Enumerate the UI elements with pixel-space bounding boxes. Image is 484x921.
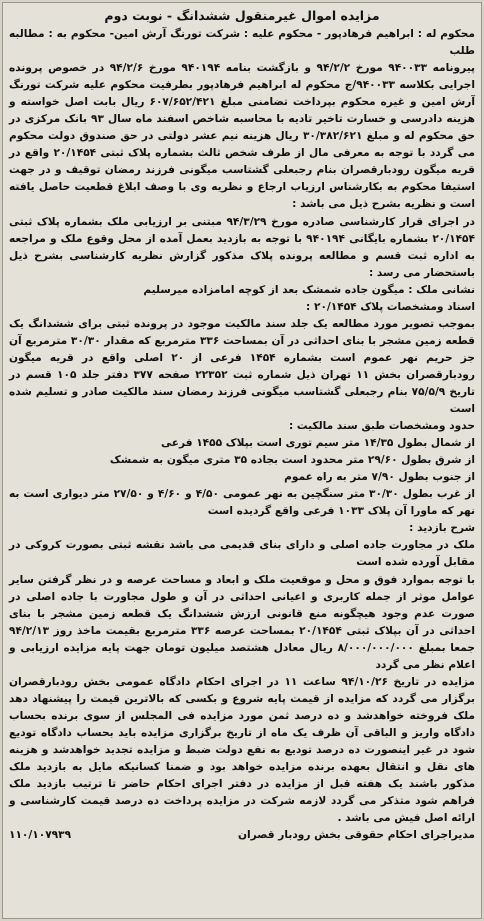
notice-address: نشانی ملک : میگون جاده شمشک بعد از کوچه امامزاده میرسلیم (143, 283, 475, 296)
notice-case-paragraph: پیرونامه ۹۴۰۰۳۳ مورخ ۹۴/۲/۲ و بازگشت بنامه ۹۴۰۱۹۴ مورخ ۹۴/۲/۶ در خصوص پرونده اجرایی بکلاسه ۹۴۰۰۳۳/ج محکوم له ابراهیم فرهادپور بطرفیت محکوم علیه شرکت تورنگ آرش امین و غیره محکوم بپرداخت تضامنی مبلغ ۶۰۷/۶۵۲/۴۲۱ ریال بابت اصل خواسته و هزینه دادرسی و خسارت تاخیر تادیه با محاسبه شاخص اسفند ماه سال ۹۳ بانک مرکزی در حق محکوم له و مبلغ ۳۰/۳۸۲/۶۲۱ ریال هزینه نیم عشر دولتی در حق صندوق دولت محکوم می گردد با توجه به معرفی مال از طرف شخص ثالث بشماره پلاک ثبتی ۲۰/۱۴۵۴ واقع در قریه میگون رودبارقصران بنام رجبعلی گشتاسب میگونی فرزند رمضان توقیف و در جهت استیفا محکوم به بکارشناس ارزیاب ارجاع و نظریه وی با وصف ابلاغ قطعیت حاصل یافته است و نظریه بشرح ذیل می باشد : (9, 62, 476, 211)
notice-visit-heading: شرح بازدید : (409, 522, 475, 535)
notice-visit-paragraph: ملک در مجاورت جاده اصلی و دارای بنای قدیمی می باشد نقشه ثبتی بصورت کروکی در مقابل آورده شده است (9, 539, 475, 569)
notice-boundary-east: از شرق بطول ۲۹/۶۰ متر محدود است بجاده ۳۵ متری میگون به شمشک (109, 454, 475, 467)
notice-documents-heading: اسناد ومشخصات پلاک ۲۰/۱۴۵۴ : (306, 300, 475, 313)
notice-boundary-west: از غرب بطول ۳۰/۳۰ متر سنگچین به نهر عمومی ۴/۵۰ و ۴/۶۰ و ۲۷/۵۰ متر دیواری است به نهر که ماورا آن پلاک ۱۰۳۳ فرعی واقع گردیده است (9, 488, 475, 518)
notice-parties: محکوم له : ابراهیم فرهادپور - محکوم علیه : شرکت تورنگ آرش امین- محکوم به : مطالبه طلب (9, 28, 475, 58)
legal-notice-clipping (2, 2, 482, 919)
notice-auction-paragraph: مزایده در تاریخ ۹۴/۱۰/۲۶ ساعت ۱۱ در اجرای احکام دادگاه عمومی بخش رودبارقصران برگزار می گردد که مزایده از قیمت پایه شروع و بکسی که بالاترین قیمت را پیشنهاد دهد ملک فروخته خواهدشد و ده درصد ثمن مورد مزایده فی المجلس از سوی برنده بحساب دادگاه واریز و الباقی آن ظرف یک ماه از تاریخ برگزاری مزایده باید بحساب دادگاه تودیع شود در غیر اینصورت ده درصد تودیع به نفع دولت ضبط و مزایده تجدید خواهدشد و هزینه های نقل و انتقال بعهده برنده مزایده خواهد بود و ضمنا کسانیکه مایل به بازدید ملک مذکور باشند یک هفته قبل از مزایده در دفتر اجرای احکام حاضر تا ترتیب بازدید ملک فراهم شود متذکر می گردد لازمه شرکت در مزایده پرداخت ده درصد قیمت کارشناسی و ارائه اصل فیش می باشد . (9, 675, 475, 825)
notice-boundaries-heading: حدود ومشخصات طبق سند مالکیت : (288, 420, 475, 433)
notice-deed-paragraph: بموجب تصویر مورد مطالعه یک جلد سند مالکیت موجود در پرونده ثبتی برای ششدانگ یک قطعه زمین مشجر با بنای احداثی در آن بمساحت ۳۳۶ مترمربع که مقدار ۳۰/۳۰ مترمربع آن جز حریم نهر عموم است بشماره ۱۴۵۴ فرعی از ۲۰ اصلی واقع در قریه میگون رودبارقصران بخش ۱۱ تهران ذیل شماره ثبت ۲۲۳۵۲ صفحه ۳۷۷ دفتر جلد ۱۰۵ قسم در تاریخ ۷۵/۵/۹ بنام رجبعلی گشتاسب میگونی فرزند رمضان سند مالکیت صادر و تسلیم شده است (9, 317, 475, 416)
notice-expert-paragraph: در اجرای قرار کارشناسی صادره مورخ ۹۴/۳/۲۹ مبتنی بر ارزیابی ملک بشماره پلاک ثبتی ۲۰/۱۴۵۴ بشماره بایگانی ۹۴۰۱۹۴ با توجه به بازدید بعمل آمده از محل وقوع ملک و مراجعه به اداره ثبت قسم و مطالعه پرونده پلاک مذکور گزارش نظریه کارشناسی بشرح ذیل باستحضار می رسد : (9, 215, 475, 279)
notice-code: ۱۱۰/۱۰۷۹۳۹ (9, 829, 72, 842)
notice-boundary-north: از شمال بطول ۱۴/۳۵ متر سیم توری است بپلاک ۱۴۵۵ فرعی (161, 437, 475, 450)
notice-valuation-paragraph: با توجه بموارد فوق و محل و موقعیت ملک و ابعاد و مساحت عرصه و در نظر گرفتن سایر عوامل موثر از جمله کاربری و اعیانی احداثی در آن و طول مجاورت با جاده اصلی در صورت عدم وجود هیچگونه منع قانونی ارزش ششدانگ یک قطعه زمین مشجر با بنای احداثی در آن بپلاک ثبتی ۲۰/۱۴۵۴ بمساحت عرصه ۳۳۶ مترمربع بقیمت ماخذ روز ۹۴/۲/۱۳ جمعا بمبلغ ۸/۰۰۰/۰۰۰/۰۰۰ ریال معادل هشتصد میلیون تومان جهت پایه مزایده ارزیابی و اعلام نظر می گردد (9, 573, 475, 671)
notice-signature: مدیراجرای احکام حقوقی بخش رودبار قصران (237, 829, 475, 842)
notice-body (9, 26, 475, 827)
notice-footer (9, 827, 475, 844)
notice-title: مزایده اموال غیرمنقول ششدانگ - نوبت دوم (104, 8, 380, 23)
notice-boundary-south: از جنوب بطول ۷/۹۰ متر به راه عموم (284, 471, 475, 484)
